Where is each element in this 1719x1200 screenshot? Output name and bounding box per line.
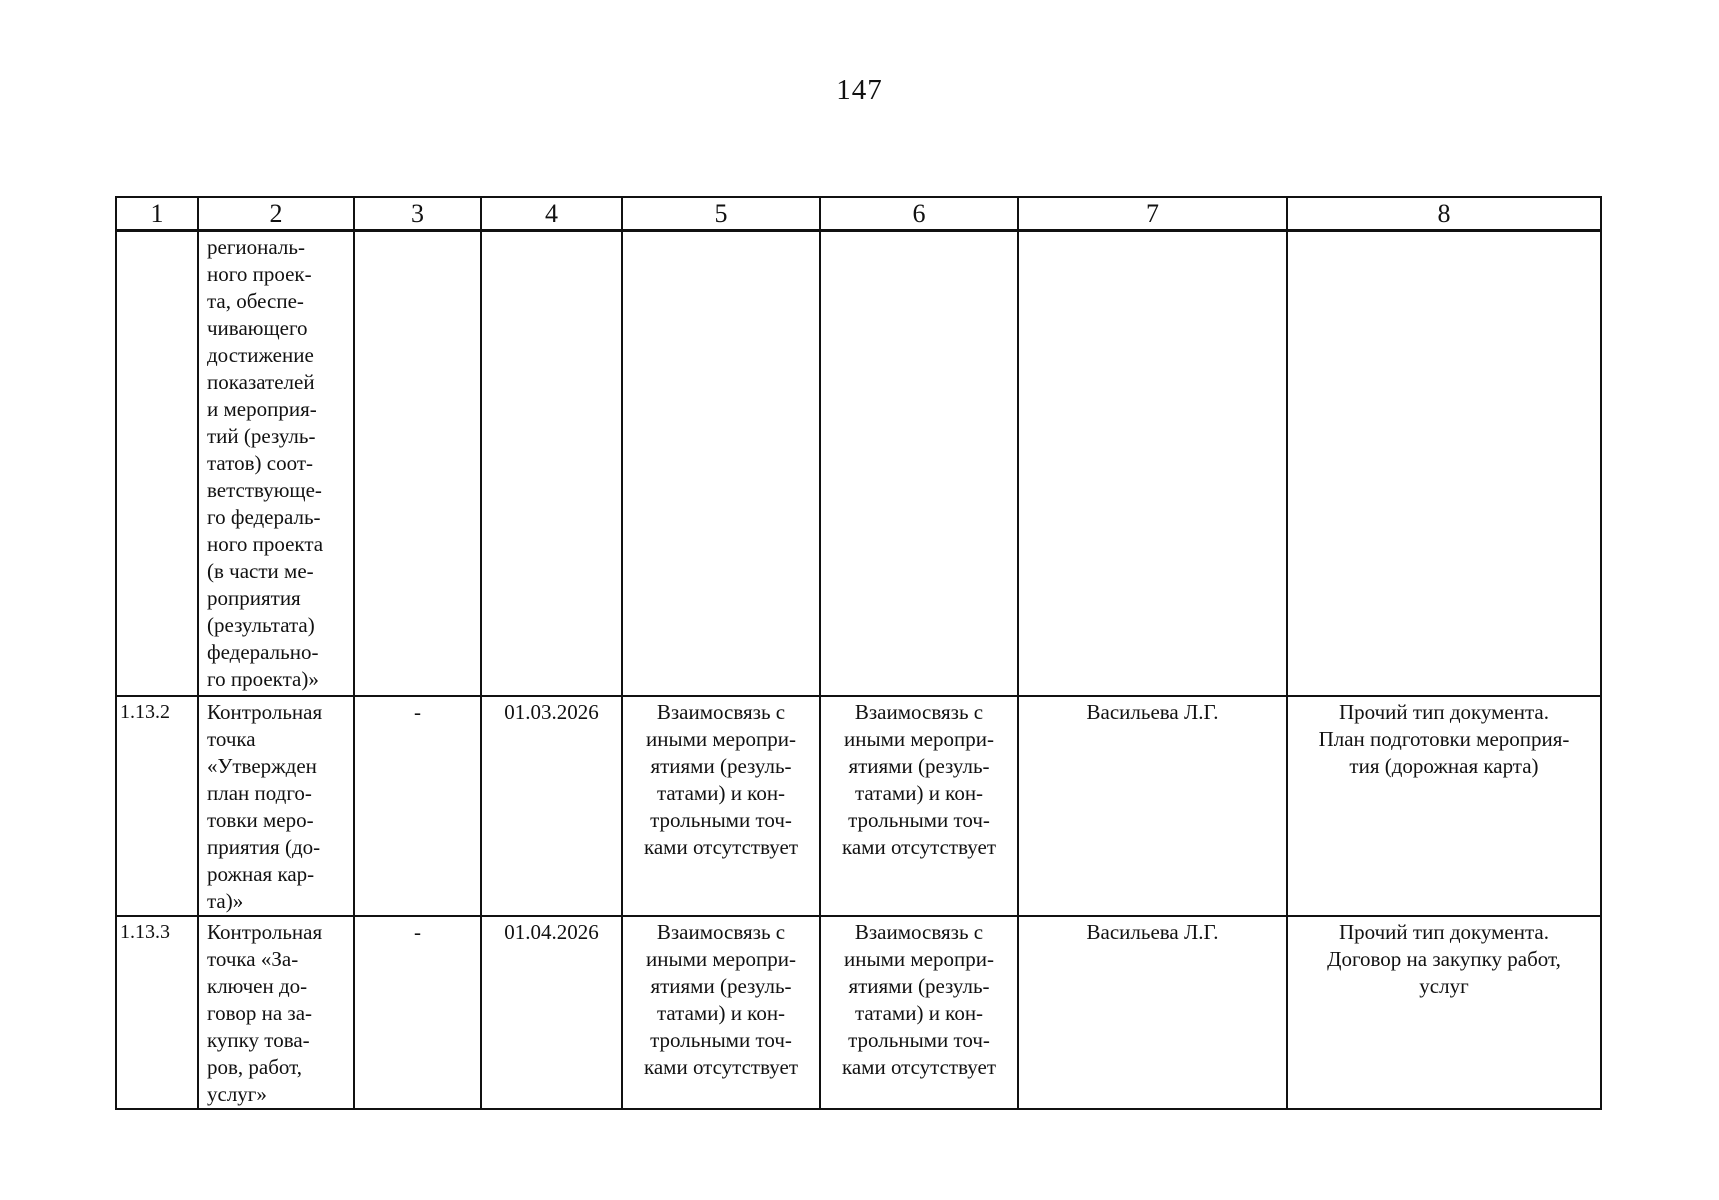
cell-line: трольными точ- [650,1028,792,1052]
cell-line: и мероприя- [207,397,317,421]
cell-line: Взаимосвязь с [656,700,786,724]
cell-number: 1.13.2 [116,696,198,916]
cell-line: та)» [207,889,244,913]
cell-line: ками отсутствует [643,1055,799,1079]
cell-line: товки меро- [207,808,314,832]
cell-name [198,696,354,916]
cell-line: План подготовки мероприя- [1318,727,1570,751]
cell-col-5 [622,696,820,916]
cell-line: план подго- [207,781,312,805]
cell-line: услуг [1419,974,1469,998]
table-row [116,916,1601,1109]
cell-col-3 [354,231,481,697]
cell-line: тия (дорожная карта) [1349,754,1539,778]
cell-col-3 [354,696,481,916]
cell-line: «Утвержден [207,754,317,778]
cell-line: ключен до- [207,974,308,998]
table-row [116,696,1601,916]
cell-line: ятиями (резуль- [650,754,792,778]
cell-line: иными меропри- [646,947,796,971]
cell-col-6 [820,696,1018,916]
cell-line: точка «За- [207,947,299,971]
cell-line: чивающего [207,316,308,340]
cell-line: ками отсутствует [841,1055,997,1079]
cell-line: купку това- [207,1028,310,1052]
cell-line: точка [207,727,256,751]
header-col-4: 4 [481,197,622,231]
cell-line: та, обеспе- [207,289,304,313]
cell-responsible: Васильева Л.Г. [1018,916,1287,1109]
header-col-8: 8 [1287,197,1601,231]
cell-line: ками отсутствует [643,835,799,859]
header-col-3: 3 [354,197,481,231]
cell-name [198,916,354,1109]
cell-line: иными меропри- [844,727,994,751]
cell-date: 01.04.2026 [481,916,622,1109]
cell-line: ятиями (резуль- [848,754,990,778]
cell-dash: - [414,920,421,944]
cell-line: татов) соот- [207,451,313,475]
cell-document [1287,916,1601,1109]
cell-line: ров, работ, [207,1055,302,1079]
cell-line: го проекта)» [207,667,319,691]
cell-line: Взаимосвязь с [854,920,984,944]
cell-line: рожная кар- [207,862,315,886]
header-row [116,197,1601,231]
cell-line: Прочий тип документа. [1339,700,1549,724]
cell-line: татами) и кон- [854,781,984,805]
cell-line: Взаимосвязь с [656,920,786,944]
cell-document [1287,231,1601,697]
cell-col-5 [622,916,820,1109]
header-col-2: 2 [198,197,354,231]
cell-line: ветствующе- [207,478,322,502]
cell-name [198,231,354,697]
cell-line: трольными точ- [650,808,792,832]
cell-line: федерально- [207,640,319,664]
header-col-6: 6 [820,197,1018,231]
cell-line: ятиями (резуль- [650,974,792,998]
header-col-5: 5 [622,197,820,231]
cell-line: иными меропри- [844,947,994,971]
cell-col-6 [820,916,1018,1109]
cell-line: приятия (до- [207,835,321,859]
cell-line: татами) и кон- [854,1001,984,1025]
cell-line: Контрольная [207,920,323,944]
cell-line: татами) и кон- [656,781,786,805]
cell-line: тий (резуль- [207,424,316,448]
plan-table [115,196,1602,1110]
cell-line: говор на за- [207,1001,313,1025]
header-col-7: 7 [1018,197,1287,231]
cell-col-3 [354,916,481,1109]
cell-line: (результата) [207,613,315,637]
cell-line: ками отсутствует [841,835,997,859]
page-number: 147 [836,74,883,106]
cell-number: 1.13.3 [116,916,198,1109]
cell-line: ятиями (резуль- [848,974,990,998]
table-header [116,197,1601,231]
cell-line: трольными точ- [848,808,990,832]
table-row [116,231,1601,697]
cell-line: иными меропри- [646,727,796,751]
cell-col-6 [820,231,1018,697]
cell-line: роприятия [207,586,301,610]
cell-dash: - [414,700,421,724]
cell-line: региональ- [207,235,305,259]
cell-line: татами) и кон- [656,1001,786,1025]
cell-line: трольными точ- [848,1028,990,1052]
cell-line: показателей [207,370,315,394]
cell-line: Прочий тип документа. [1339,920,1549,944]
cell-line: Взаимосвязь с [854,700,984,724]
cell-line: ного проекта [207,532,324,556]
header-col-1: 1 [116,197,198,231]
cell-line: Договор на закупку работ, [1327,947,1561,971]
cell-line: ного проек- [207,262,312,286]
cell-line: го федераль- [207,505,321,529]
cell-line: услуг» [207,1082,267,1106]
cell-line: достижение [207,343,314,367]
cell-responsible: Васильева Л.Г. [1018,696,1287,916]
cell-line: Контрольная [207,700,323,724]
cell-number [116,231,198,697]
cell-responsible [1018,231,1287,697]
cell-line: (в части ме- [207,559,314,583]
cell-date: 01.03.2026 [481,696,622,916]
cell-col-5 [622,231,820,697]
cell-document [1287,696,1601,916]
cell-date [481,231,622,697]
